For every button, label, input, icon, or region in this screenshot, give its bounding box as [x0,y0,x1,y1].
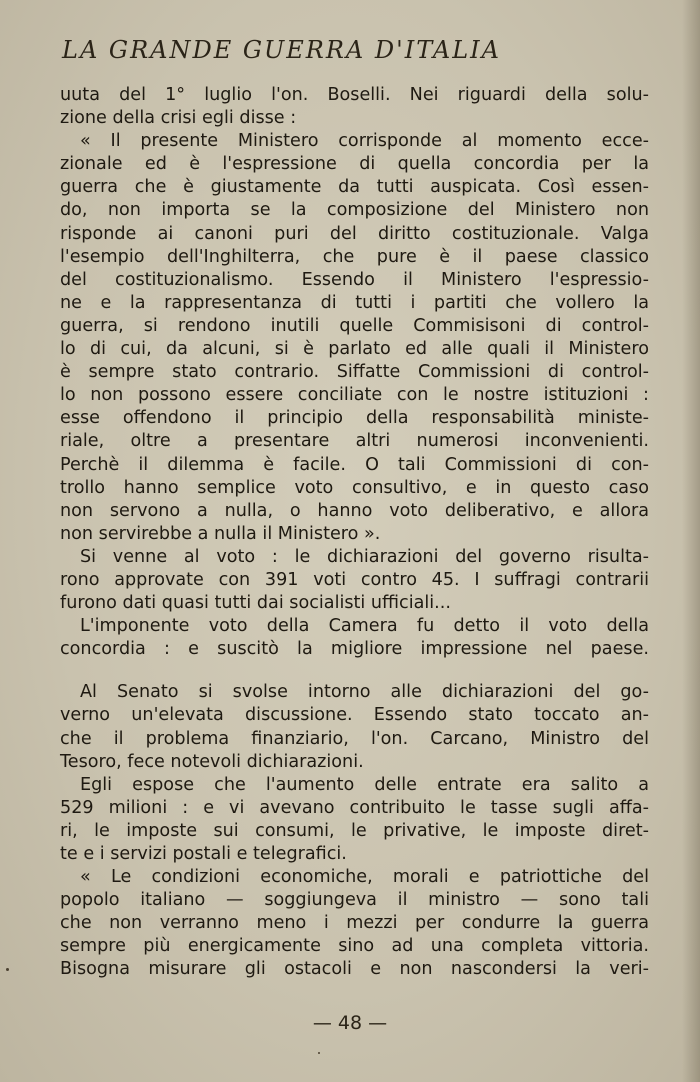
text-line: uuta del 1° luglio l'on. Boselli. Nei riguardi della solu- [60,85,649,105]
page-edge-shadow [682,0,700,1082]
text-line: guerra che è giustamente da tutti auspicata. Così essen- [60,177,649,198]
text-line: che il problema finanziario, l'on. Carcano, Ministro del [60,728,649,749]
print-speck [318,1052,320,1054]
text-line: esse offendono il principio della responsabilità ministe- [60,408,649,429]
text-line: « Il presente Ministero corrisponde al momento ecce- [80,131,649,152]
text-line: è sempre stato contrario. Siffatte Commissioni di control- [60,362,649,383]
paragraph-gap [60,661,649,681]
text-line: Tesoro, fece notevoli dichiarazioni. [60,751,364,772]
text-line: furono dati quasi tutti dai socialisti ufficiali... [60,593,451,614]
text-line: ri, le imposte sui consumi, le privative, le imposte diret- [60,820,649,841]
text-line: concordia : e suscitò la migliore impressione nel paese. [60,639,649,660]
body-text [60,84,649,982]
text-line: lo non possono essere conciliate con le nostre istituzioni : [60,385,649,406]
running-title: LA GRANDE GUERRA D'ITALIA [62,36,501,64]
text-line: lo di cui, da alcuni, si è parlato ed alle quali il Ministero [60,339,649,360]
text-line: Perchè il dilemma è facile. O tali Commissioni di con- [60,454,649,475]
text-line: del costituzionalismo. Essendo il Ministero l'espressio- [60,269,649,290]
text-line: do, non importa se la composizione del Ministero non [60,200,649,221]
text-line: zione della crisi egli disse : [60,108,297,129]
text-line: riale, oltre a presentare altri numerosi inconvenienti. [60,431,649,452]
text-line: che non verranno meno i mezzi per condurre la guerra [60,913,649,934]
text-line: non servono a nulla, o hanno voto deliberativo, e allora [60,500,649,521]
text-line: popolo italiano — soggiungeva il ministro — sono tali [60,890,649,911]
text-line: 529 milioni : e vi avevano contribuito le tasse sugli affa- [60,797,649,818]
text-line: Si venne al voto : le dichiarazioni del governo risulta- [80,546,649,567]
text-line: risponde ai canoni puri del diritto costituzionale. Valga [60,223,649,244]
text-line: rono approvate con 391 voti contro 45. I suffragi contrarii [60,569,649,590]
text-line: sempre più energicamente sino ad una completa vittoria. [60,936,649,957]
text-line: verno un'elevata discussione. Essendo stato toccato an- [60,705,649,726]
text-line: zionale ed è l'espressione di quella concordia per la [60,154,649,175]
text-line: Al Senato si svolse intorno alle dichiarazioni del go- [80,682,649,703]
text-line: guerra, si rendono inutili quelle Commisisoni di control- [60,315,649,336]
text-line: te e i servizi postali e telegrafici. [60,844,347,864]
text-line: l'esempio dell'Inghilterra, che pure è il paese classico [60,246,649,267]
text-line: « Le condizioni economiche, morali e patriottiche del [80,867,649,888]
text-line: Egli espose che l'aumento delle entrate era salito a [80,774,649,795]
text-line: L'imponente voto della Camera fu detto il voto della [80,616,649,637]
page-number: — 48 — [312,1012,388,1034]
text-line: non servirebbe a nulla il Ministero ». [60,523,381,544]
text-line: trollo hanno semplice voto consultivo, e in questo caso [60,477,649,498]
text-line: ne e la rappresentanza di tutti i partiti che vollero la [60,292,649,313]
text-line: Bisogna misurare gli ostacoli e non nascondersi la veri- [60,959,649,980]
print-speck [6,968,9,971]
